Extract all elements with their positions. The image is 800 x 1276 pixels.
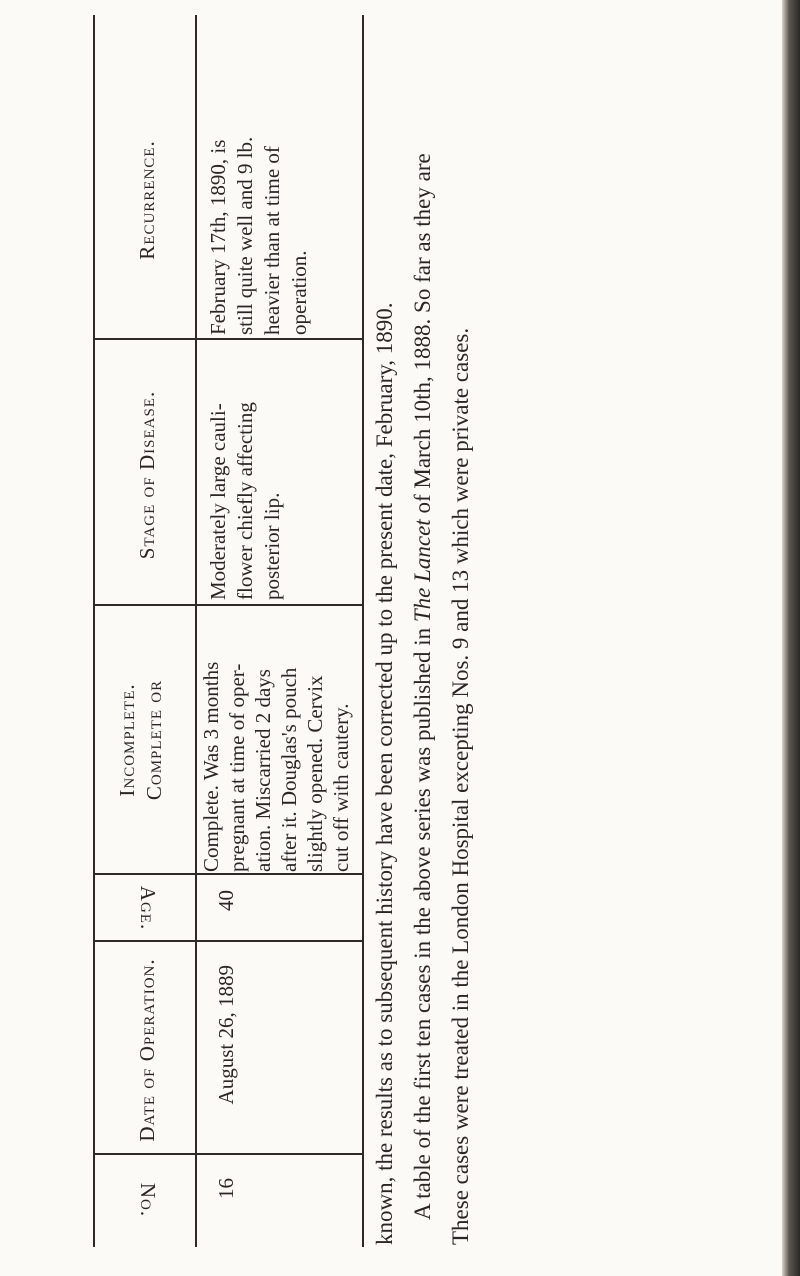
header-age: Age. [136,885,160,931]
header-complete-or-incomplete [110,615,180,865]
footnote-line-1: These cases were treated in the London Hospital excepting Nos. 9 and 13 which were private cases. [448,327,473,1245]
complete-line-5: slightly opened. Cervix [303,675,327,872]
recurrence-line-4: operation. [287,250,311,335]
complete-line-2: pregnant at time of oper- [225,663,249,872]
header-date-of-operation: Date of Operation. [135,958,159,1142]
header-stage-of-disease: Stage of Disease. [135,390,159,560]
stage-line-3: posterior lip. [260,492,284,600]
cell-stage [205,345,325,600]
cell-recurrence [205,70,325,335]
stage-line-2: flower chiefly affecting [233,402,257,600]
header-recurrence: Recurrence. [135,140,159,260]
recurrence-line-1: February 17th, 1890, is [206,139,230,335]
footnote-line-3: known, the results as to subsequent history have been corrected up to the present date, February, 1890. [372,302,397,1245]
footnote-journal: The Lancet [410,519,435,623]
header-no: No. [136,1182,160,1218]
recurrence-line-2: still quite well and 9 lb. [233,136,257,335]
cell-complete [198,612,360,872]
col-divider-2 [94,604,364,606]
table-bottom-rule [362,15,364,1247]
header-bottom-rule [195,15,197,1247]
footnote-line-2-b: of March 10th, 1888. So far as they are [410,153,435,520]
footnote [370,70,480,1245]
header-complete-line-1: Complete or [142,679,166,801]
complete-line-3: ation. Miscarried 2 days [251,669,275,872]
recurrence-line-3: heavier than at time of [260,146,284,335]
complete-line-4: after it. Douglas's pouch [277,667,301,872]
cell-no: 16 [214,1178,238,1199]
col-divider-5 [94,1153,364,1155]
complete-line-6: cut off with cautery. [329,703,353,872]
footnote-line-2 [410,153,436,1220]
col-divider-1 [94,338,364,340]
footnote-line-2-a: A table of the first ten cases in the above series was published in [410,622,435,1220]
cell-date: August 26, 1889 [214,965,238,1105]
table-top-rule [93,15,95,1247]
stage-line-1: Moderately large cauli- [206,403,230,600]
header-complete-line-2: Incomplete. [115,683,139,797]
cell-age: 40 [214,890,238,911]
complete-line-1: Complete. Was 3 months [199,661,223,872]
